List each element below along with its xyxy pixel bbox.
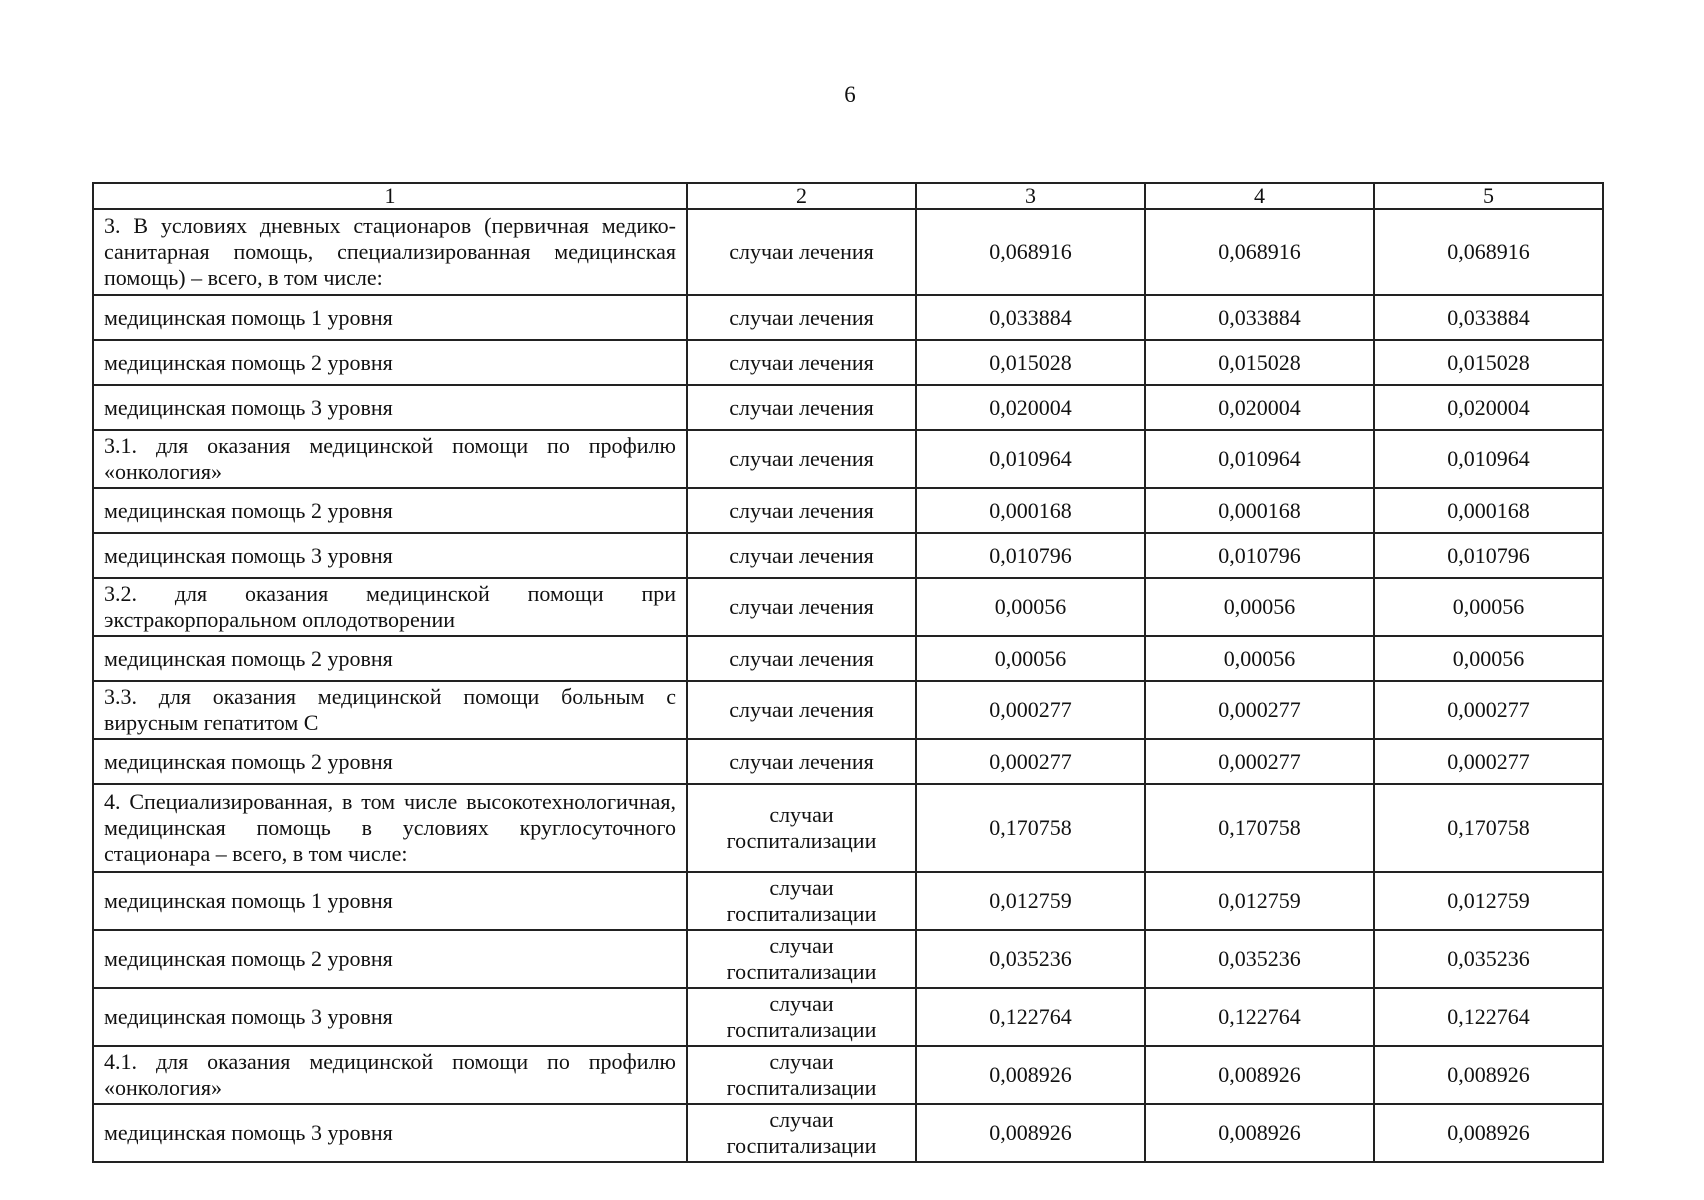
rates-table — [92, 182, 1604, 1163]
value-col4: 0,000277 — [1145, 739, 1374, 784]
value-col5: 0,015028 — [1374, 340, 1603, 385]
value-col3: 0,012759 — [916, 872, 1145, 930]
row-label: 3.3. для оказания медицинской помощи больным с вирусным гепатитом С — [93, 681, 687, 739]
row-label: 4. Специализированная, в том числе высокотехнологичная, медицинская помощь в условиях круглосуточного стационара – всего, в том числе: — [93, 784, 687, 872]
row-unit: случаи лечения — [687, 533, 916, 578]
value-col4: 0,008926 — [1145, 1046, 1374, 1104]
row-unit: случаи лечения — [687, 636, 916, 681]
value-col3: 0,020004 — [916, 385, 1145, 430]
value-col5: 0,000277 — [1374, 739, 1603, 784]
column-header: 3 — [916, 183, 1145, 209]
value-col5: 0,000168 — [1374, 488, 1603, 533]
row-unit: случаи лечения — [687, 681, 916, 739]
page-number: 6 — [844, 82, 856, 107]
value-col4: 0,00056 — [1145, 578, 1374, 636]
value-col5: 0,012759 — [1374, 872, 1603, 930]
row-unit: случаи госпитализации — [687, 988, 916, 1046]
table-row — [93, 988, 1603, 1046]
table-row — [93, 681, 1603, 739]
column-header: 1 — [93, 183, 687, 209]
row-unit: случаи лечения — [687, 295, 916, 340]
value-col3: 0,033884 — [916, 295, 1145, 340]
table-row — [93, 784, 1603, 872]
row-label: медицинская помощь 2 уровня — [93, 930, 687, 988]
table-row — [93, 340, 1603, 385]
value-col5: 0,170758 — [1374, 784, 1603, 872]
table-row — [93, 488, 1603, 533]
row-unit: случаи лечения — [687, 385, 916, 430]
value-col3: 0,00056 — [916, 578, 1145, 636]
value-col5: 0,008926 — [1374, 1104, 1603, 1162]
value-col4: 0,012759 — [1145, 872, 1374, 930]
row-unit: случаи госпитализации — [687, 930, 916, 988]
table-row — [93, 636, 1603, 681]
value-col5: 0,010964 — [1374, 430, 1603, 488]
table-row — [93, 930, 1603, 988]
table-row — [93, 1046, 1603, 1104]
value-col5: 0,010796 — [1374, 533, 1603, 578]
value-col3: 0,068916 — [916, 209, 1145, 295]
row-label: 3. В условиях дневных стационаров (первичная медико-санитарная помощь, специализированная медицинская помощь) – всего, в том числе: — [93, 209, 687, 295]
value-col4: 0,122764 — [1145, 988, 1374, 1046]
row-label: медицинская помощь 2 уровня — [93, 739, 687, 784]
value-col5: 0,020004 — [1374, 385, 1603, 430]
value-col3: 0,000168 — [916, 488, 1145, 533]
row-label: медицинская помощь 2 уровня — [93, 488, 687, 533]
value-col5: 0,122764 — [1374, 988, 1603, 1046]
value-col4: 0,170758 — [1145, 784, 1374, 872]
value-col3: 0,008926 — [916, 1046, 1145, 1104]
row-label: медицинская помощь 3 уровня — [93, 1104, 687, 1162]
value-col4: 0,010796 — [1145, 533, 1374, 578]
row-label: 3.1. для оказания медицинской помощи по профилю «онкология» — [93, 430, 687, 488]
value-col4: 0,033884 — [1145, 295, 1374, 340]
value-col4: 0,020004 — [1145, 385, 1374, 430]
value-col5: 0,008926 — [1374, 1046, 1603, 1104]
table-row — [93, 1104, 1603, 1162]
table-row — [93, 295, 1603, 340]
table-header-row — [93, 183, 1603, 209]
row-unit: случаи лечения — [687, 578, 916, 636]
row-label: медицинская помощь 3 уровня — [93, 988, 687, 1046]
row-unit: случаи госпитализации — [687, 784, 916, 872]
value-col4: 0,035236 — [1145, 930, 1374, 988]
value-col3: 0,010796 — [916, 533, 1145, 578]
value-col3: 0,122764 — [916, 988, 1145, 1046]
table-row — [93, 872, 1603, 930]
table-row — [93, 209, 1603, 295]
row-label: медицинская помощь 3 уровня — [93, 533, 687, 578]
row-label: 4.1. для оказания медицинской помощи по профилю «онкология» — [93, 1046, 687, 1104]
value-col4: 0,008926 — [1145, 1104, 1374, 1162]
value-col5: 0,000277 — [1374, 681, 1603, 739]
row-label: медицинская помощь 2 уровня — [93, 636, 687, 681]
value-col4: 0,068916 — [1145, 209, 1374, 295]
row-unit: случаи лечения — [687, 739, 916, 784]
table-row — [93, 430, 1603, 488]
value-col4: 0,010964 — [1145, 430, 1374, 488]
value-col5: 0,00056 — [1374, 636, 1603, 681]
value-col3: 0,035236 — [916, 930, 1145, 988]
value-col3: 0,00056 — [916, 636, 1145, 681]
row-unit: случаи лечения — [687, 430, 916, 488]
value-col3: 0,000277 — [916, 681, 1145, 739]
value-col5: 0,00056 — [1374, 578, 1603, 636]
value-col3: 0,010964 — [916, 430, 1145, 488]
value-col4: 0,000277 — [1145, 681, 1374, 739]
row-label: медицинская помощь 1 уровня — [93, 872, 687, 930]
row-label: 3.2. для оказания медицинской помощи при экстракорпоральном оплодотворении — [93, 578, 687, 636]
column-header: 4 — [1145, 183, 1374, 209]
value-col5: 0,033884 — [1374, 295, 1603, 340]
row-unit: случаи лечения — [687, 488, 916, 533]
value-col3: 0,015028 — [916, 340, 1145, 385]
table-row — [93, 385, 1603, 430]
row-unit: случаи лечения — [687, 340, 916, 385]
row-unit: случаи госпитализации — [687, 1046, 916, 1104]
value-col3: 0,170758 — [916, 784, 1145, 872]
table-row — [93, 533, 1603, 578]
row-unit: случаи госпитализации — [687, 1104, 916, 1162]
column-header: 2 — [687, 183, 916, 209]
row-label: медицинская помощь 2 уровня — [93, 340, 687, 385]
value-col4: 0,00056 — [1145, 636, 1374, 681]
table-row — [93, 739, 1603, 784]
value-col3: 0,000277 — [916, 739, 1145, 784]
value-col5: 0,035236 — [1374, 930, 1603, 988]
row-unit: случаи лечения — [687, 209, 916, 295]
row-label: медицинская помощь 3 уровня — [93, 385, 687, 430]
row-label: медицинская помощь 1 уровня — [93, 295, 687, 340]
column-header: 5 — [1374, 183, 1603, 209]
value-col3: 0,008926 — [916, 1104, 1145, 1162]
row-unit: случаи госпитализации — [687, 872, 916, 930]
value-col4: 0,015028 — [1145, 340, 1374, 385]
value-col4: 0,000168 — [1145, 488, 1374, 533]
value-col5: 0,068916 — [1374, 209, 1603, 295]
table-row — [93, 578, 1603, 636]
